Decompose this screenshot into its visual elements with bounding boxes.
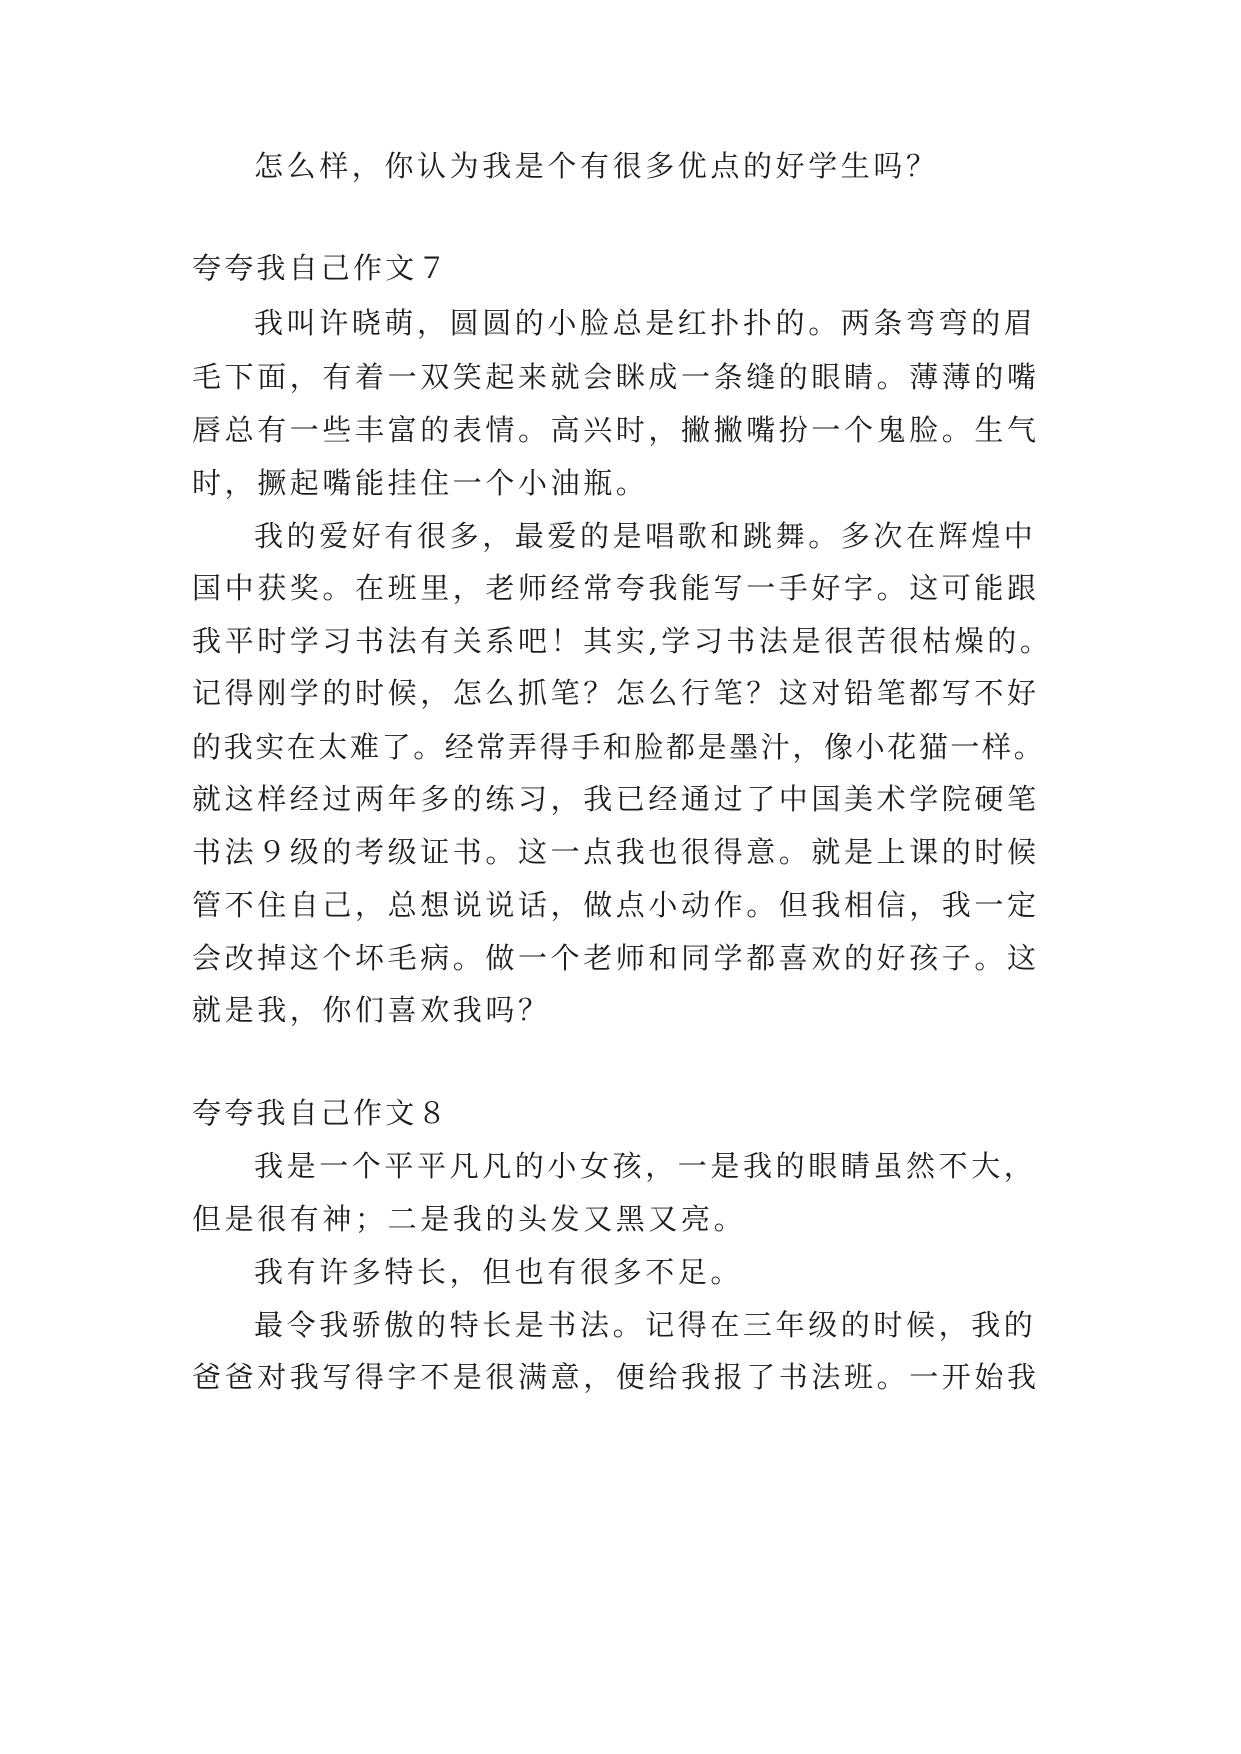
paragraph-line: 我叫许晓萌，圆圆的小脸总是红扑扑的。两条弯弯的眉 xyxy=(254,306,1037,340)
paragraph-line: 毛下面，有着一双笑起来就会眯成一条缝的眼睛。薄薄的嘴 xyxy=(192,360,1040,394)
essay8-heading: 夸夸我自己作文８ xyxy=(192,1096,450,1130)
intro-closing-line: 怎么样，你认为我是个有很多优点的好学生吗？ xyxy=(254,149,939,183)
paragraph-line: 我是一个平平凡凡的小女孩，一是我的眼睛虽然不大， xyxy=(254,1149,1037,1183)
paragraph-line: 时，撅起嘴能挂住一个小油瓶。 xyxy=(192,466,649,500)
paragraph-line: 我有许多特长，但也有很多不足。 xyxy=(254,1255,744,1289)
paragraph-line: 管不住自己，总想说说话，做点小动作。但我相信，我一定 xyxy=(192,888,1040,922)
paragraph-line: 会改掉这个坏毛病。做一个老师和同学都喜欢的好孩子。这 xyxy=(192,941,1040,975)
paragraph-line: 最令我骄傲的特长是书法。记得在三年级的时候，我的 xyxy=(254,1308,1037,1342)
paragraph-line: 唇总有一些丰富的表情。高兴时，撇撇嘴扮一个鬼脸。生气 xyxy=(192,413,1040,447)
essay7-heading: 夸夸我自己作文７ xyxy=(192,251,450,285)
paragraph-line: 就是我，你们喜欢我吗？ xyxy=(192,993,551,1027)
paragraph-line: 国中获奖。在班里，老师经常夸我能写一手好字。这可能跟 xyxy=(192,571,1040,605)
paragraph-line: 爸爸对我写得字不是很满意，便给我报了书法班。一开始我 xyxy=(192,1360,1040,1394)
paragraph-line: 的我实在太难了。经常弄得手和脸都是墨汁，像小花猫一样。 xyxy=(192,730,1046,764)
paragraph-line: 我平时学习书法有关系吧！其实,学习书法是很苦很枯燥的。 xyxy=(192,624,1053,658)
paragraph-line: 就这样经过两年多的练习，我已经通过了中国美术学院硬笔 xyxy=(192,782,1040,816)
paragraph-line: 书法９级的考级证书。这一点我也很得意。就是上课的时候 xyxy=(192,835,1040,869)
paragraph-line: 我的爱好有很多，最爱的是唱歌和跳舞。多次在辉煌中 xyxy=(254,519,1037,553)
paragraph-line: 但是很有神；二是我的头发又黑又亮。 xyxy=(192,1202,747,1236)
paragraph-line: 记得刚学的时候，怎么抓笔？怎么行笔？这对铅笔都写不好 xyxy=(192,676,1040,710)
